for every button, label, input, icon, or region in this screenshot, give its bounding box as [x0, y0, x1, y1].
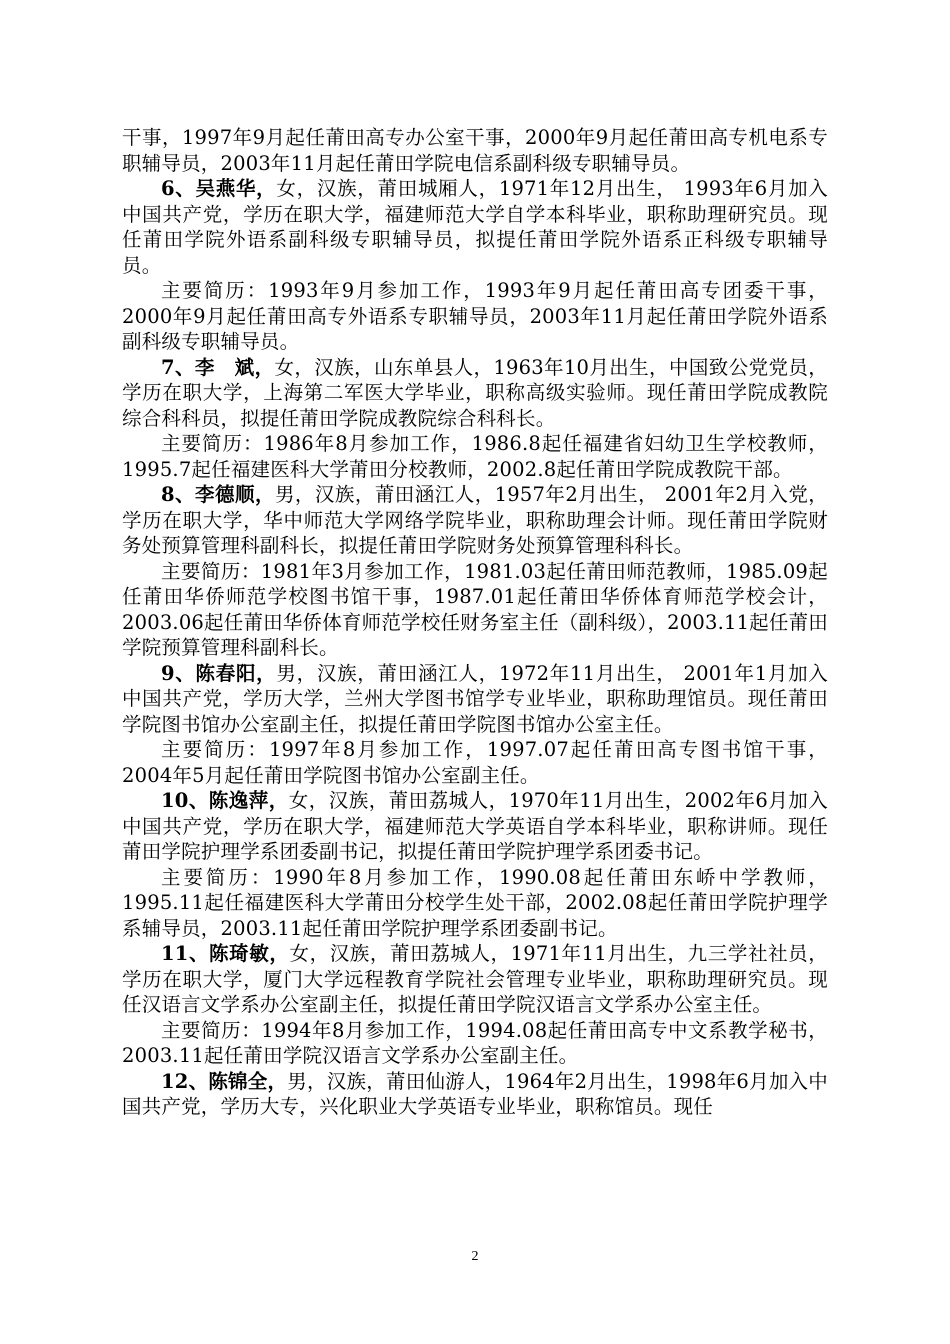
- candidate-paragraph: 9、陈春阳，男，汉族，莆田涵江人，1972年11月出生， 2001年1月加入中国共产党，学历大学，兰州大学图书馆学专业毕业，职称助理馆员。现任莆田学院图书馆办公室副主任，拟提任莆田学院图书馆办公室主任。: [122, 661, 828, 736]
- paragraph-continuation: 干事，1997年9月起任莆田高专办公室干事，2000年9月起任莆田高专机电系专职辅导员，2003年11月起任莆田学院电信系副科级专职辅导员。: [122, 126, 828, 175]
- candidate-paragraph: 7、李 斌，女，汉族，山东单县人，1963年10月出生，中国致公党党员，学历在职大学，上海第二军医大学毕业，职称高级实验师。现任莆田学院成教院综合科科员，拟提任莆田学院成教院综合科科长。: [122, 355, 828, 430]
- resume-paragraph: 主要简历：1993年9月参加工作，1993年9月起任莆田高专团委干事，2000年9月起任莆田高专外语系专职辅导员，2003年11月起任莆田学院外语系副科级专职辅导员。: [122, 279, 828, 353]
- candidate-name: 11、陈琦敏，: [161, 942, 290, 965]
- candidate-paragraph: 11、陈琦敏，女，汉族，莆田荔城人，1971年11月出生，九三学社社员，学历在职大学，厦门大学远程教育学院社会管理专业毕业，职称助理研究员。现任汉语言文学系办公室副主任，拟提任莆田学院汉语言文学系办公室主任。: [122, 942, 828, 1016]
- resume-paragraph: 主要简历：1997年8月参加工作，1997.07起任莆田高专图书馆干事，2004年5月起任莆田学院图书馆办公室副主任。: [122, 738, 828, 787]
- resume-paragraph: 主要简历：1994年8月参加工作，1994.08起任莆田高专中文系教学秘书，2003.11起任莆田学院汉语言文学系办公室副主任。: [122, 1018, 828, 1067]
- candidate-name: 7、李 斌，: [161, 355, 275, 379]
- candidate-name: 8、李德顺，: [161, 483, 275, 506]
- candidate-paragraph: 6、吴燕华，女，汉族，莆田城厢人，1971年12月出生， 1993年6月加入中国共产党，学历在职大学，福建师范大学自学本科毕业，职称助理研究员。现任莆田学院外语系副科级专职辅导员，拟提任莆田学院外语系正科级专职辅导员。: [122, 177, 828, 277]
- candidate-name: 6、吴燕华，: [161, 177, 277, 200]
- document-body: [122, 125, 828, 1120]
- resume-paragraph: 主要简历：1986年8月参加工作，1986.8起任福建省妇幼卫生学校教师，1995.7起任福建医科大学莆田分校教师，2002.8起任莆田学院成教院干部。: [122, 432, 828, 481]
- candidate-name: 9、陈春阳，: [161, 661, 277, 685]
- resume-paragraph: 主要简历：1990年8月参加工作，1990.08起任莆田东峤中学教师，1995.11起任福建医科大学莆田分校学生处干部，2002.08起任莆田学院护理学系辅导员，2003.11起任莆田学院护理学系团委副书记。: [122, 865, 828, 940]
- candidate-paragraph: 10、陈逸萍，女，汉族，莆田荔城人，1970年11月出生，2002年6月加入中国共产党，学历在职大学，福建师范大学英语自学本科毕业，职称讲师。现任莆田学院护理学系团委副书记，拟提任莆田学院护理学系团委书记。: [122, 789, 828, 863]
- candidate-paragraph: 12、陈锦全，男，汉族，莆田仙游人，1964年2月出生，1998年6月加入中国共产党，学历大专，兴化职业大学英语专业毕业，职称馆员。现任: [122, 1069, 828, 1118]
- candidate-name: 10、陈逸萍，: [161, 789, 289, 812]
- resume-paragraph: 主要简历：1981年3月参加工作，1981.03起任莆田师范教师，1985.09起任莆田华侨师范学校图书馆干事，1987.01起任莆田华侨体育师范学校会计，2003.06起任莆田华侨体育师范学校任财务室主任（副科级），2003.11起任莆田学院预算管理科副科长。: [122, 559, 828, 659]
- candidate-paragraph: 8、李德顺，男，汉族，莆田涵江人，1957年2月出生， 2001年2月入党，学历在职大学，华中师范大学网络学院毕业，职称助理会计师。现任莆田学院财务处预算管理科副科长，拟提任莆田学院财务处预算管理科科长。: [122, 483, 828, 557]
- page-number: 2: [471, 1249, 479, 1264]
- candidate-name: 12、陈锦全，: [161, 1069, 288, 1093]
